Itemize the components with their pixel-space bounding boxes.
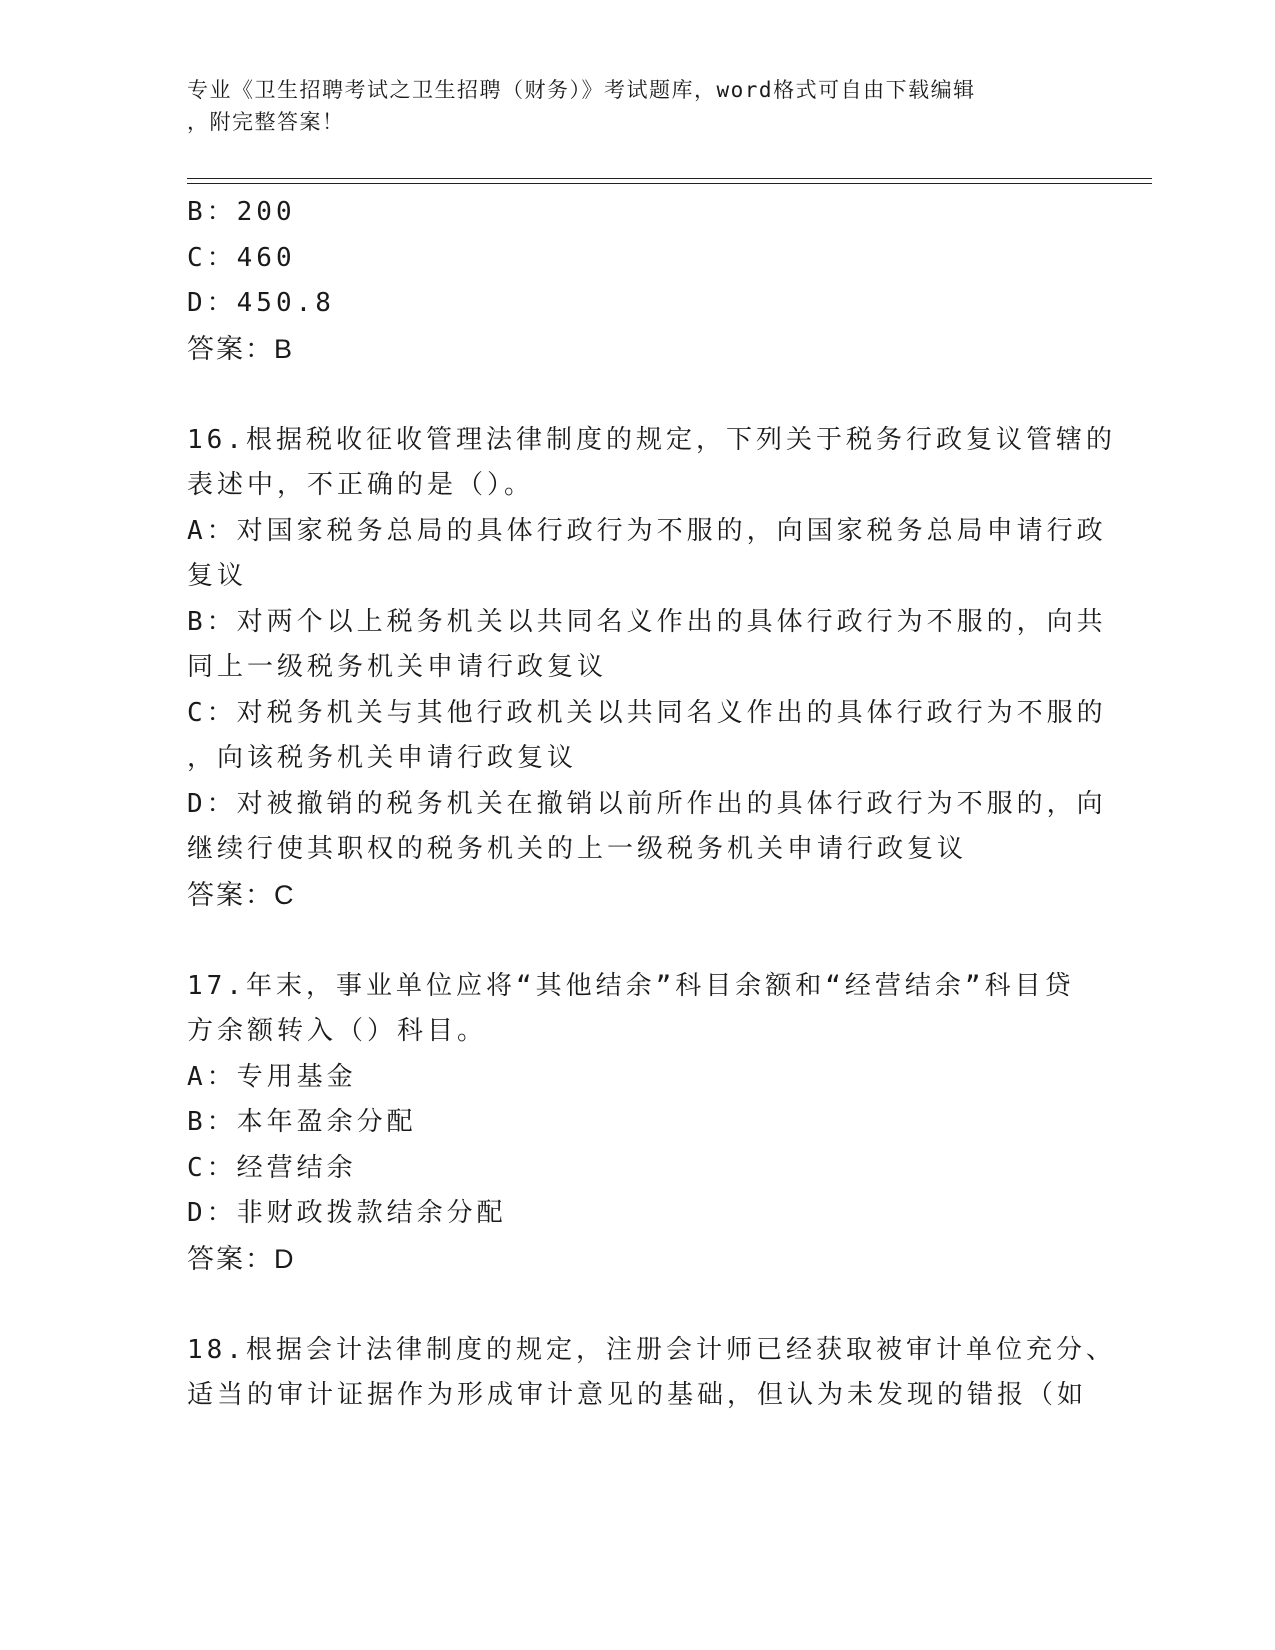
spacer [187, 918, 1087, 964]
q16-option-c: C：对税务机关与其他行政机关以共同名义作出的具体行政行为不服的 [187, 697, 1107, 728]
header-line-2: ，附完整答案！ [187, 110, 345, 134]
q17-option-b: B：本年盈余分配 [187, 1107, 417, 1137]
question-content [187, 190, 1116, 1419]
q15-answer: 答案：B [187, 333, 295, 364]
document-header [187, 74, 1067, 138]
q17-option-c: C：经营结余 [187, 1152, 357, 1183]
q16-option-d: D：对被撤销的税务机关在撤销以前所作出的具体行政行为不服的，向 [187, 788, 1107, 819]
header-line-1: 专业《卫生招聘考试之卫生招聘（财务）》考试题库，word格式可自由下载编辑 [187, 78, 976, 102]
q16-answer: 答案：C [187, 879, 296, 910]
q16-stem-line-1: 16.根据税收征收管理法律制度的规定，下列关于税务行政复议管辖的 [187, 424, 1116, 455]
q16-option-d-cont: 继续行使其职权的税务机关的上一级税务机关申请行政复议 [187, 834, 968, 864]
q16-option-c-cont: ，向该税务机关申请行政复议 [187, 743, 578, 773]
spacer [187, 372, 1087, 418]
q15-option-d: D：450.8 [187, 288, 335, 318]
spacer [187, 1282, 1087, 1328]
q17-stem-line-1: 17.年末，事业单位应将“其他结余”科目余额和“经营结余”科目贷 [187, 970, 1075, 1001]
q17-stem-line-2: 方余额转入（）科目。 [187, 1016, 488, 1046]
q17-option-a: A：专用基金 [187, 1061, 357, 1092]
q15-option-b: B：200 [187, 197, 296, 227]
q17-option-d: D：非财政拨款结余分配 [187, 1198, 507, 1228]
header-divider-top [187, 178, 1152, 179]
q18-stem-line-2: 适当的审计证据作为形成审计意见的基础，但认为未发现的错报（如 [187, 1380, 1088, 1410]
q15-option-c: C：460 [187, 242, 296, 273]
q16-stem-line-2: 表述中，不正确的是（）。 [187, 470, 535, 500]
header-divider-bottom [187, 183, 1152, 184]
q16-option-a-cont: 复议 [187, 561, 248, 591]
q17-answer: 答案：D [187, 1243, 296, 1274]
q16-option-b-cont: 同上一级税务机关申请行政复议 [187, 652, 608, 682]
q18-stem-line-1: 18.根据会计法律制度的规定，注册会计师已经获取被审计单位充分、 [187, 1334, 1116, 1365]
q16-option-a: A：对国家税务总局的具体行政行为不服的，向国家税务总局申请行政 [187, 515, 1107, 546]
q16-option-b: B：对两个以上税务机关以共同名义作出的具体行政行为不服的，向共 [187, 606, 1107, 637]
